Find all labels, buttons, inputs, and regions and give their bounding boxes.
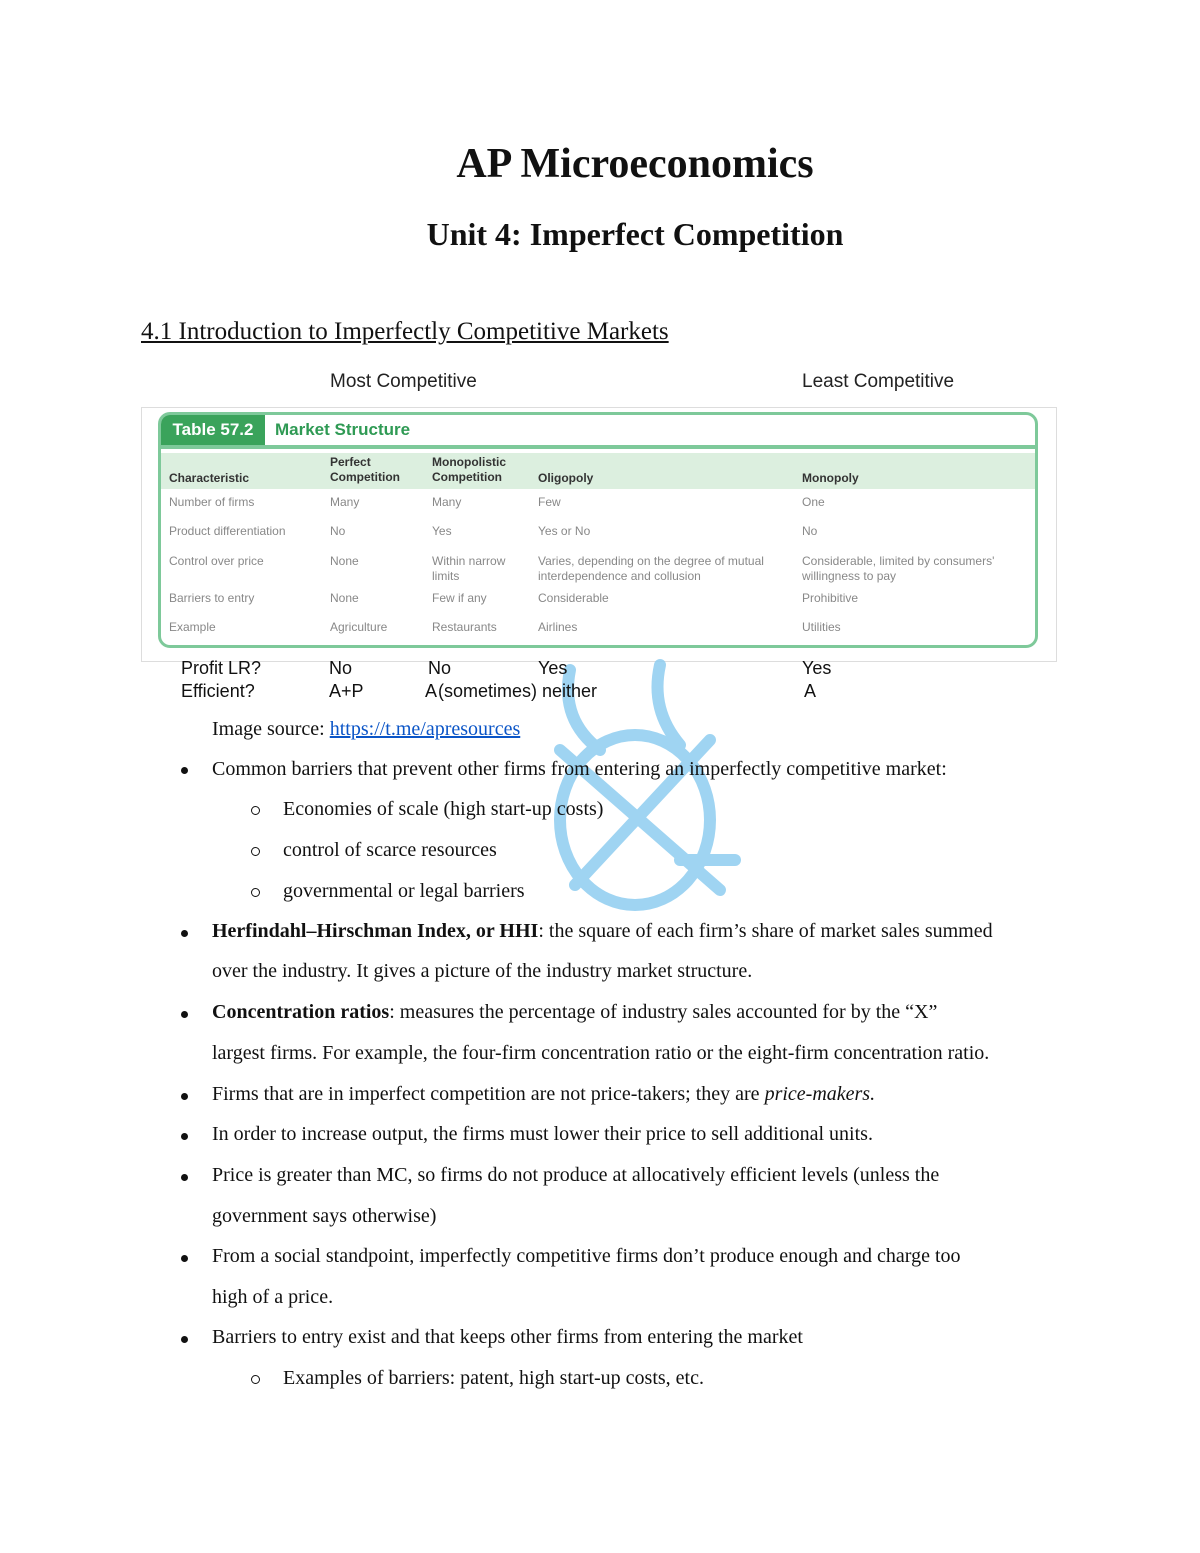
- hhi-term: Herfindahl–Hirschman Index, or HHI: [212, 920, 539, 942]
- table-cell: Restaurants: [432, 620, 497, 634]
- table-cell: One: [802, 495, 825, 509]
- image-source: [212, 718, 520, 741]
- efficient-monopolistic: A: [425, 681, 438, 701]
- price-mc-continuation: government says otherwise): [212, 1205, 437, 1227]
- price-makers-text: Firms that are in imperfect competition are not price-takers; they are: [212, 1083, 765, 1105]
- table-title: Market Structure: [275, 420, 411, 439]
- table-cell: Yes or No: [538, 524, 591, 538]
- bullet-icon: [181, 1093, 188, 1100]
- bullet-icon: [181, 930, 188, 937]
- social-continuation: high of a price.: [212, 1286, 334, 1308]
- concentration-term: Concentration ratios: [212, 1001, 390, 1023]
- concentration-text: : measures the percentage of industry sales accounted for by the “X”: [389, 1001, 938, 1023]
- table-column-headers: [161, 453, 1035, 489]
- bullet-hhi: [212, 920, 993, 943]
- table-cell: Barriers to entry: [169, 591, 255, 605]
- bullet-icon: [181, 1133, 188, 1140]
- profit-lr-monopolistic: No: [428, 658, 452, 678]
- table-cell: Product differentiation: [169, 524, 286, 538]
- sub-bullet-resources: control of scarce resources: [283, 839, 497, 861]
- market-structure-table: [158, 412, 1038, 648]
- circle-bullet-icon: [251, 1375, 260, 1384]
- least-competitive-label: Least Competitive: [802, 371, 955, 392]
- profit-lr-monopoly: Yes: [802, 658, 832, 678]
- bullet-icon: [181, 1255, 188, 1262]
- table-cell: Few: [538, 495, 561, 509]
- bullet-icon: [181, 1011, 188, 1018]
- table-cell: No: [330, 524, 346, 538]
- efficient-perfect: A+P: [329, 681, 364, 701]
- table-cell: No: [802, 524, 818, 538]
- table-cell: Considerable: [538, 591, 609, 605]
- hhi-text: : the square of each firm’s share of market sales summed: [538, 920, 993, 942]
- bullet-barriers-exist: Barriers to entry exist and that keeps other firms from entering the market: [212, 1326, 803, 1348]
- sub-bullet-examples: Examples of barriers: patent, high start-up costs, etc.: [283, 1367, 704, 1389]
- table-cell: Control over price: [169, 554, 264, 568]
- bullet-icon: [181, 1174, 188, 1181]
- bullet-barriers: Common barriers that prevent other firms from entering an imperfectly competitive market:: [212, 758, 947, 780]
- bullet-price-makers: [212, 1083, 875, 1106]
- bullet-price-mc: Price is greater than MC, so firms do not produce at allocatively efficient levels (unless the: [212, 1164, 940, 1186]
- table-cell: None: [330, 554, 359, 568]
- profit-lr-perfect: No: [329, 658, 353, 678]
- most-competitive-label: Most Competitive: [330, 371, 477, 392]
- price-makers-term: price-makers.: [764, 1083, 876, 1105]
- section-heading: 4.1 Introduction to Imperfectly Competitive Markets: [141, 318, 669, 345]
- circle-bullet-icon: [251, 888, 260, 897]
- table-cell: Within narrow limits: [432, 554, 506, 583]
- profit-lr-label: Profit LR?: [181, 658, 262, 678]
- bullet-concentration: [212, 1001, 937, 1024]
- bullet-icon: [181, 767, 188, 774]
- table-rule: [161, 445, 1035, 449]
- col-header-oligopoly: Oligopoly: [538, 471, 594, 485]
- bullet-icon: [181, 1336, 188, 1343]
- document-subtitle: Unit 4: Imperfect Competition: [426, 216, 844, 252]
- efficient-label: Efficient?: [181, 681, 255, 701]
- efficient-monopoly: A: [804, 681, 817, 701]
- table-cell: Many: [330, 495, 360, 509]
- sub-bullet-legal: governmental or legal barriers: [283, 880, 525, 902]
- profit-lr-oligopoly: Yes: [538, 658, 568, 678]
- col-header-characteristic: Characteristic: [169, 471, 250, 485]
- image-source-label: Image source:: [212, 718, 330, 740]
- circle-bullet-icon: [251, 847, 260, 856]
- table-cell: Prohibitive: [802, 591, 859, 605]
- col-header-monopolistic: Monopolistic Competition: [432, 455, 506, 484]
- concentration-continuation: largest firms. For example, the four-firm concentration ratio or the eight-firm concentration ratio.: [212, 1042, 990, 1064]
- table-cell: Utilities: [802, 620, 841, 634]
- circle-bullet-icon: [251, 806, 260, 815]
- table-cell: None: [330, 591, 359, 605]
- col-header-perfect: Perfect Competition: [330, 455, 400, 484]
- bullet-social: From a social standpoint, imperfectly competitive firms don’t produce enough and charge too: [212, 1245, 961, 1267]
- sub-bullet-economies: Economies of scale (high start-up costs): [283, 798, 604, 820]
- table-cell: Airlines: [538, 620, 578, 634]
- document-title: AP Microeconomics: [456, 141, 814, 187]
- bullet-output: In order to increase output, the firms must lower their price to sell additional units.: [212, 1123, 873, 1145]
- table-cell: Yes: [432, 524, 452, 538]
- image-source-link[interactable]: https://t.me/apresources: [329, 718, 521, 740]
- table-number: Table 57.2: [161, 415, 265, 445]
- table-cell: Many: [432, 495, 462, 509]
- col-header-monopoly: Monopoly: [802, 471, 859, 485]
- table-cell: Number of firms: [169, 495, 255, 509]
- table-cell: Few if any: [432, 591, 487, 605]
- table-cell: Agriculture: [330, 620, 388, 634]
- table-cell: Considerable, limited by consumers' willingness to pay: [802, 554, 995, 583]
- efficient-oligopoly: (sometimes) neither: [438, 681, 598, 701]
- hhi-continuation: over the industry. It gives a picture of the industry market structure.: [212, 960, 753, 982]
- table-cell: Example: [169, 620, 216, 634]
- table-header-bar: [161, 415, 1035, 445]
- table-cell: Varies, depending on the degree of mutual interdependence and collusion: [538, 554, 764, 583]
